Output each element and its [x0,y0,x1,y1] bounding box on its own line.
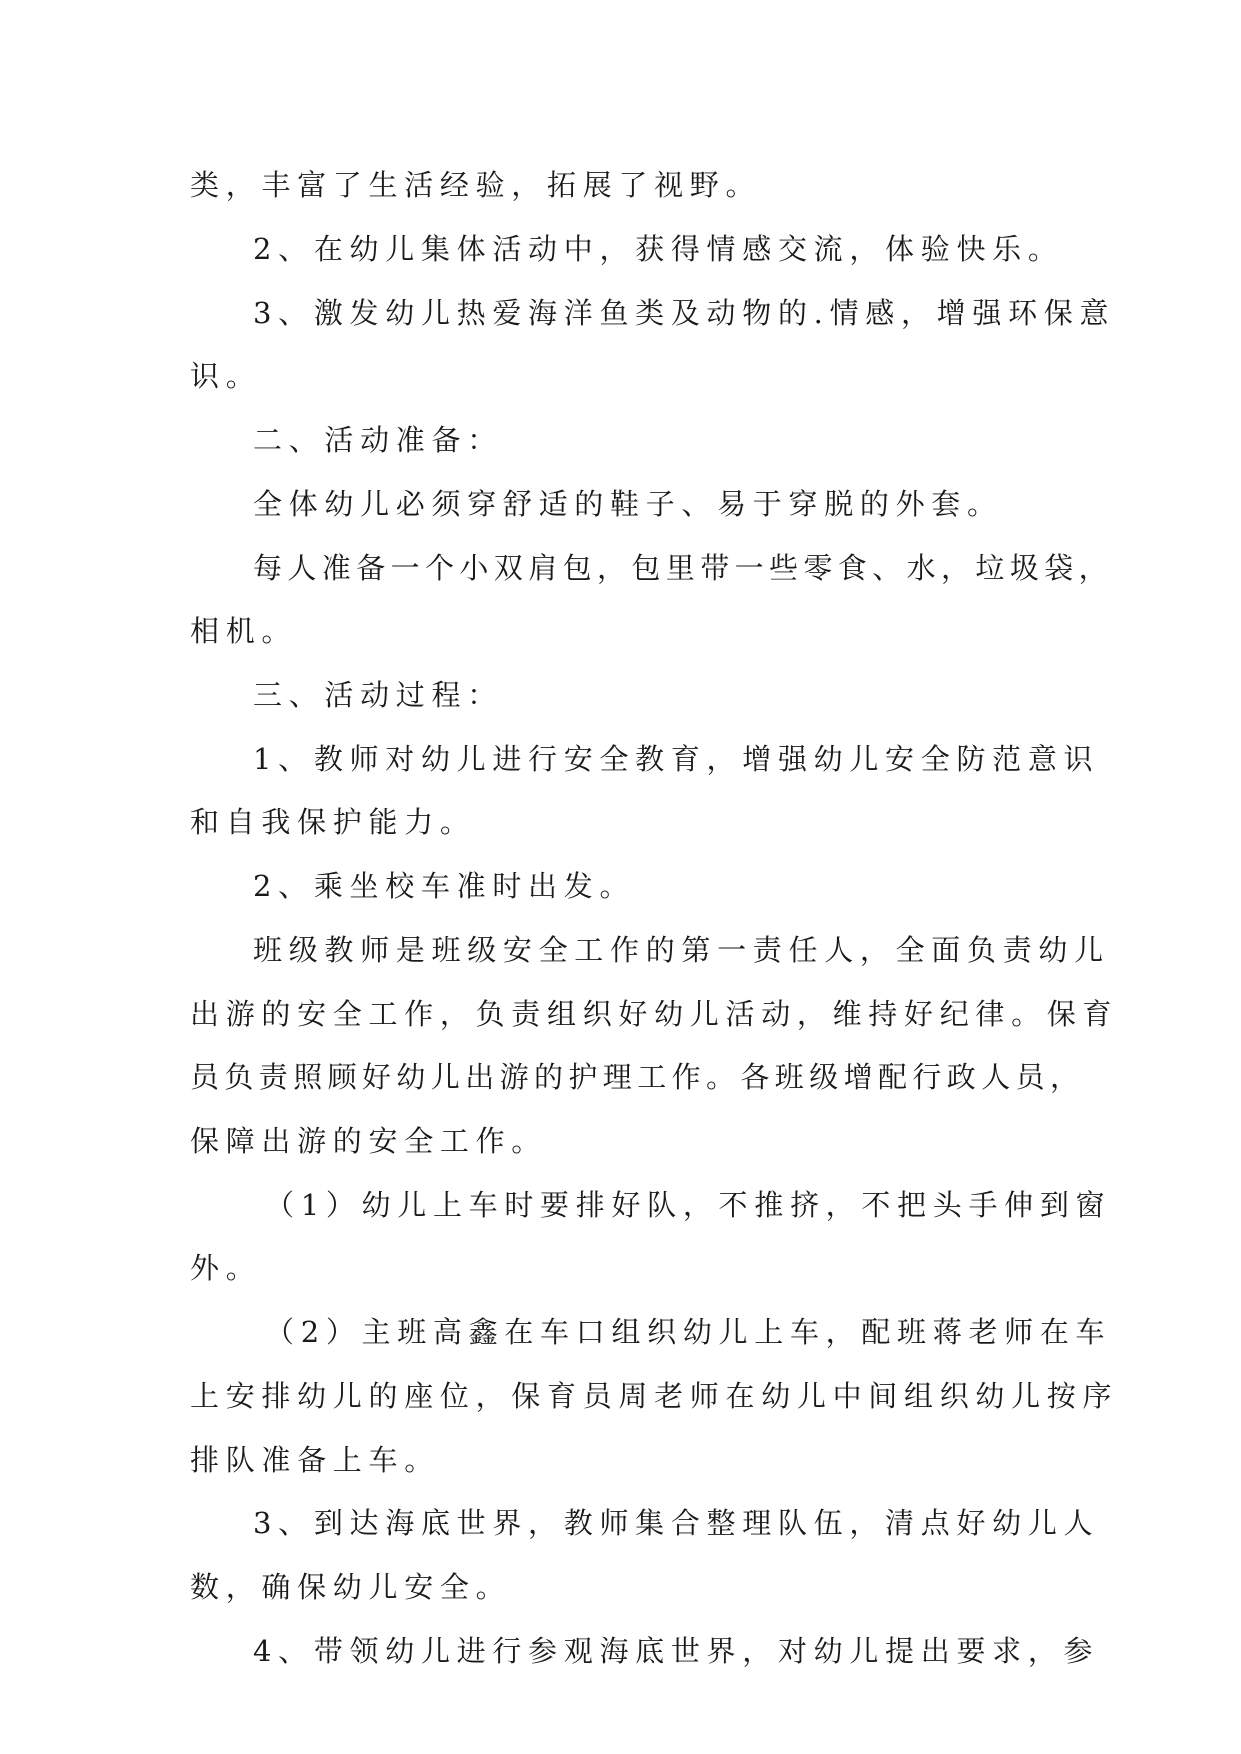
text-line-18: 外。 [190,1251,262,1285]
text-line-24: 4、带领幼儿进行参观海底世界，对幼儿提出要求，参 [253,1634,1100,1668]
text-line-19: （2）主班高鑫在车口组织幼儿上车，配班蒋老师在车 [265,1315,1112,1349]
text-line-7: 每人准备一个小双肩包，包里带一些零食、水，垃圾袋， [253,551,1114,585]
section-heading-preparation: 二、活动准备： [253,423,503,457]
text-line-8: 相机。 [190,614,298,648]
text-line-17: （1）幼儿上车时要排好队，不推挤，不把头手伸到窗 [265,1188,1112,1222]
text-line-11: 和自我保护能力。 [190,805,476,839]
section-heading-process: 三、活动过程： [253,678,503,712]
text-line-4: 识。 [190,359,262,393]
text-line-6: 全体幼儿必须穿舒适的鞋子、易于穿脱的外套。 [253,487,1003,521]
text-line-22: 3、到达海底世界，教师集合整理队伍，清点好幼儿人 [253,1506,1100,1540]
text-line-12: 2、乘坐校车准时出发。 [253,869,636,903]
text-line-15: 员负责照顾好幼儿出游的护理工作。各班级增配行政人员， [190,1060,1085,1094]
text-line-21: 排队准备上车。 [190,1443,440,1477]
text-line-20: 上安排幼儿的座位，保育员周老师在幼儿中间组织幼儿按序 [190,1379,1119,1413]
text-line-13: 班级教师是班级安全工作的第一责任人，全面负责幼儿 [253,933,1110,967]
text-line-10: 1、教师对幼儿进行安全教育，增强幼儿安全防范意识 [253,742,1100,776]
text-line-14: 出游的安全工作，负责组织好幼儿活动，维持好纪律。保育 [190,997,1119,1031]
text-line-1: 类，丰富了生活经验，拓展了视野。 [190,168,762,202]
text-line-16: 保障出游的安全工作。 [190,1124,548,1158]
text-line-3: 3、激发幼儿热爱海洋鱼类及动物的.情感，增强环保意 [253,296,1116,330]
text-line-23: 数，确保幼儿安全。 [190,1570,512,1604]
text-line-2: 2、在幼儿集体活动中，获得情感交流，体验快乐。 [253,232,1064,266]
